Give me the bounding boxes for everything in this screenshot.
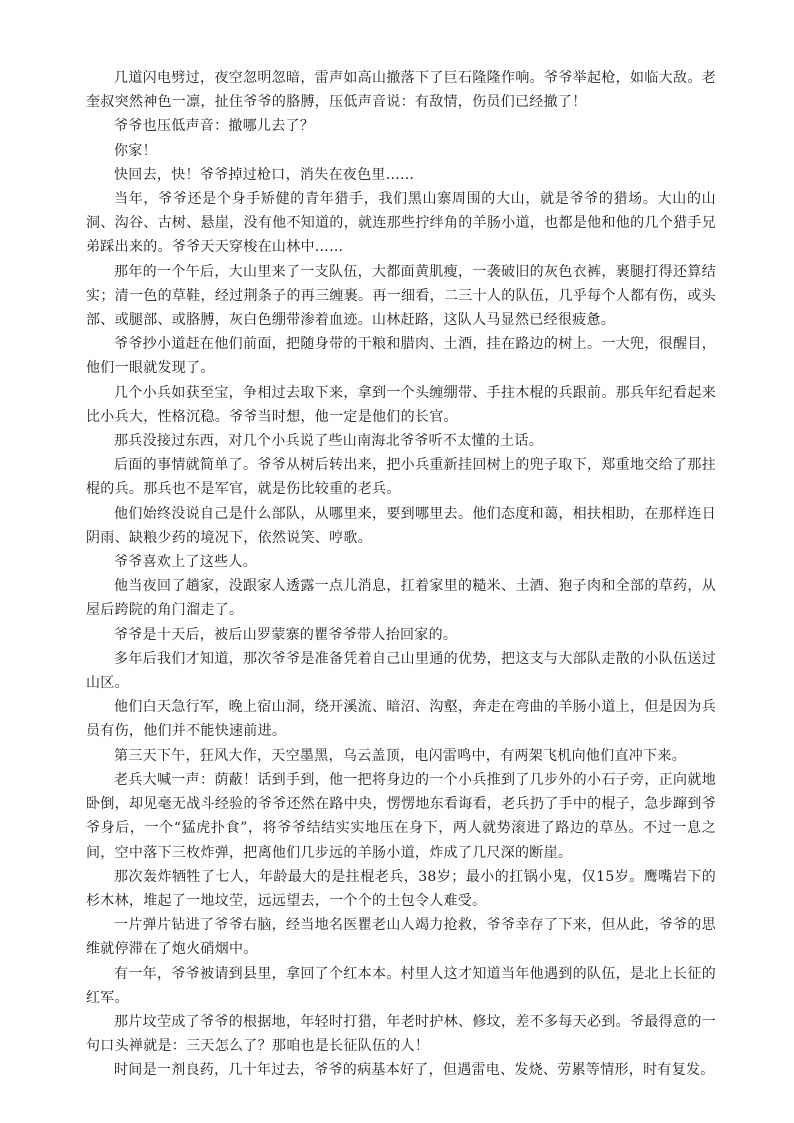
- paragraph: 一片弹片钻进了爷爷右脑，经当地名医瞿老山人竭力抢救，爷爷幸存了下来，但从此，爷爷的思维就停滞在了炮火硝烟中。: [86, 917, 716, 958]
- paragraph: 时间是一剂良药，几十年过去，爷爷的病基本好了，但遇雷电、发烧、劳累等情形，时有复发。: [114, 1062, 715, 1079]
- paragraph: 那年的一个午后，大山里来了一支队伍，大都面黄肌瘦，一袭破旧的灰色衣裤，裹腿打得还算结实；清一色的草鞋，经过荆条子的再三缠裹。再一细看，二三十人的队伍，几乎每个人都有伤，或头部、或腿部、或胳膊，灰白色绷带渗着血迹。山林赶路，这队人马显然已经很疲惫。: [86, 263, 716, 329]
- paragraph: 他当夜回了趟家，没跟家人透露一点儿消息，扛着家里的糙米、土酒、狍子肉和全部的草药，从屋后跨院的角门溜走了。: [86, 578, 716, 619]
- paragraph: 他们始终没说自己是什么部队，从哪里来，要到哪里去。他们态度和蔼，相扶相助，在那样连日阴雨、缺粮少药的境况下，依然说笑、哼歌。: [86, 505, 716, 546]
- document-page: [86, 66, 716, 1083]
- paragraph: 那次轰炸牺牲了七人，年龄最大的是拄棍老兵，38岁；最小的扛锅小鬼，仅15岁。鹰嘴岩下的杉木林，堆起了一地坟茔，远远望去，一个个的土包令人难受。: [86, 868, 716, 909]
- paragraph: 他们白天急行军，晚上宿山洞，绕开溪流、暗沼、沟壑，奔走在弯曲的羊肠小道上，但是因为兵员有伤，他们并不能快速前进。: [86, 699, 716, 740]
- paragraph: 多年后我们才知道，那次爷爷是准备凭着自己山里通的优势，把这支与大部队走散的小队伍送过山区。: [86, 650, 716, 692]
- paragraph: 第三天下午，狂风大作，天空墨黑，乌云盖顶，电闪雷鸣中，有两架飞机向他们直冲下来。: [114, 747, 686, 764]
- paragraph: 当年，爷爷还是个身手矫健的青年猎手，我们黑山寨周围的大山，就是爷爷的猎场。大山的山洞、沟谷、古树、悬崖，没有他不知道的，就连那些拧绊角的羊肠小道，也都是他和他的几个猎手兄弟踩出来的。爷爷天天穿梭在山林中……: [86, 191, 716, 256]
- paragraph: 有一年，爷爷被请到县里，拿回了个红本本。村里人这才知道当年他遇到的队伍，是北上长征的红军。: [86, 965, 716, 1006]
- paragraph: 几道闪电劈过，夜空忽明忽暗，雷声如高山撤落下了巨石隆隆作响。爷爷举起枪，如临大敌。老奎叔突然神色一凛，扯住爷爷的胳膊，压低声音说：有敌情，伤员们已经撤了！: [86, 70, 716, 111]
- paragraph: 爷爷也压低声音：撤哪儿去了？: [114, 118, 315, 135]
- paragraph: 爷爷抄小道赶在他们前面，把随身带的干粮和腊肉、土酒，挂在路边的树上。一大兜，很醒目，他们一眼就发现了。: [86, 336, 716, 377]
- paragraph: 你家！: [114, 142, 157, 159]
- paragraph: 老兵大喊一声：荫蔽！话到手到，他一把将身边的一个小兵推到了几步外的小石子旁，正向就地卧倒，却见毫无战斗经验的爷爷还然在路中央，愣愣地东看诲看，老兵扔了手中的棍子，急步蹿到爷爷身后，一个“猛虎扑食”，将爷爷结结实实地压在身下，两人就势滚进了路边的草丛。不过一息之间，空中落下三枚炸弹，把离他们几步远的羊肠小道，炸成了几尺深的断崖。: [86, 771, 716, 861]
- paragraph: 爷爷是十天后，被后山罗蒙寨的瞿爷爷带人抬回家的。: [114, 626, 458, 643]
- paragraph: 几个小兵如获至宝，争相过去取下来，拿到一个头缠绷带、手拄木棍的兵跟前。那兵年纪看起来比小兵大，性格沉稳。爷爷当时想，他一定是他们的长官。: [86, 384, 716, 425]
- paragraph: 那片坟茔成了爷爷的根据地，年轻时打猎，年老时护林、修坟，差不多每天必到。爷最得意的一句口头禅就是：三天怎么了？那咱也是长征队伍的人！: [86, 1013, 716, 1055]
- paragraph: 爷爷喜欢上了这些人。: [114, 554, 257, 571]
- paragraph: 快回去，快！爷爷掉过枪口，消失在夜色里……: [114, 166, 415, 183]
- paragraph: 那兵没接过东西，对几个小兵说了些山南海北爷爷听不太懂的土话。: [114, 433, 543, 450]
- paragraph: 后面的事情就简单了。爷爷从树后转出来，把小兵重新挂回树上的兜子取下，郑重地交给了那拄棍的兵。那兵也不是军官，就是伤比较重的老兵。: [86, 457, 716, 498]
